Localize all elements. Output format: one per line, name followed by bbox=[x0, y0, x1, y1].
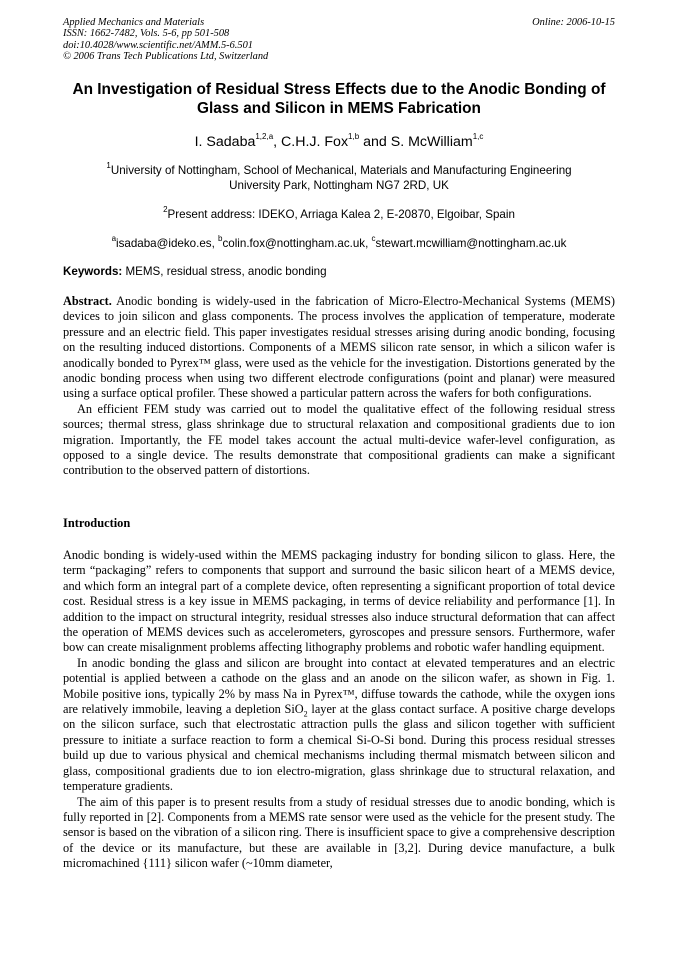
author-affiliation-mark: 1,b bbox=[348, 132, 360, 142]
abstract-paragraph-1 bbox=[63, 294, 615, 402]
email-link[interactable]: colin.fox@nottingham.ac.uk, bbox=[222, 237, 372, 250]
journal-name: Applied Mechanics and Materials bbox=[63, 17, 205, 28]
abstract-paragraph-2: An efficient FEM study was carried out to model the qualitative effect of the following residual stress sources; thermal stress, glass shrinkage due to structural relaxation and compositional gradients due to ion migration. Importantly, the FE model takes account the actual multi-device wafer-level configuration, as opposed to a single device. The results demonstrate that compositional gradients can make a significant contribution to the observed pattern of distortions. bbox=[63, 401, 615, 478]
author-list bbox=[40, 133, 638, 151]
author-name: and S. McWilliam bbox=[359, 134, 473, 150]
author-name: , C.H.J. Fox bbox=[273, 134, 349, 150]
introduction-heading: Introduction bbox=[63, 516, 131, 530]
online-date: Online: 2006-10-15 bbox=[532, 17, 615, 28]
keywords bbox=[63, 265, 615, 279]
affiliation-mark: 1 bbox=[106, 161, 111, 171]
author-name: I. Sadaba bbox=[194, 134, 256, 150]
issn-line: ISSN: 1662-7482, Vols. 5-6, pp 501-508 bbox=[63, 28, 230, 40]
affiliation-2 bbox=[40, 205, 638, 223]
journal-header bbox=[63, 17, 615, 63]
doi-line: doi:10.4028/www.scientific.net/AMM.5-6.501 bbox=[63, 39, 253, 51]
affiliation-text: Present address: IDEKO, Arriaga Kalea 2, E-20870, Elgoibar, Spain bbox=[167, 208, 515, 221]
affiliation-address: University Park, Nottingham NG7 2RD, UK bbox=[229, 178, 449, 192]
abstract-section bbox=[63, 294, 615, 479]
affiliation-text: University of Nottingham, School of Mechanical, Materials and Manufacturing Engineering bbox=[110, 164, 572, 177]
intro-paragraph-1: Anodic bonding is widely-used within the MEMS packaging industry for bonding silicon to glass. Here, the term “packaging” refers to components that support and surround the basic silicon heart of a MEMS device, and which form an integral part of a complete device, often representing a significant proportion of total device cost. Residual stress is a key issue in MEMS packaging, in terms of device reliability and performance [1]. In addition to the impact on structural integrity, residual stresses also induce structural deformation that can affect the operation of MEMS devices such as accelerometers, gyroscopes and pressure sensors. Furthermore, wafer bow can create misalignment problems affecting lithography problems and robotic wafer handling equipment. bbox=[63, 548, 615, 655]
intro-text: In anodic bonding the glass and silicon are brought into contact at elevated temperatures and an electric potential is applied between a cathode on the glass and an anode on the silicon wafer, as shown in Fig. 1. Mobile positive ions, typically 2% by mass Na in Pyrex™, diffuse towards the cathode, while the oxygen ions are relatively immobile, leaving a depletion SiO bbox=[63, 655, 615, 717]
author-affiliation-mark: 1,2,a bbox=[255, 132, 274, 142]
subscript: 2 bbox=[303, 709, 308, 719]
email-mark: b bbox=[218, 234, 223, 244]
author-affiliation-mark: 1,c bbox=[472, 132, 484, 142]
author-emails bbox=[40, 234, 638, 252]
keywords-text: MEMS, residual stress, anodic bonding bbox=[122, 265, 327, 278]
affiliation-1 bbox=[40, 161, 638, 194]
intro-paragraph-3: The aim of this paper is to present results from a study of residual stresses due to anodic bonding, which is fully reported in [2]. Components from a MEMS rate sensor were used as the vehicle for the present study. The sensor is based on the vibration of a silicon ring. There is insufficient space to give a comprehensive description of the device or its manufacture, but these are available in [3,2]. During device manufacture, a bulk micromachined {111} silicon wafer (~10mm diameter, bbox=[63, 794, 615, 871]
intro-text: layer at the glass contact surface. A positive charge develops on the silicon surface, such that electrostatic attraction pulls the glass and silicon together with sufficient pressure to initiate a surface reaction to form a chemical Si-O-Si bond. During this process residual stresses build up due to various physical and chemical mechanisms including thermal mismatch between silicon and glass, compositional gradients due to ion electro-migration, glass shrinkage due to structural relaxation, and temperature gradients. bbox=[63, 702, 615, 794]
introduction-section bbox=[63, 548, 615, 872]
title-line-1: An Investigation of Residual Stress Effects due to the Anodic Bonding of bbox=[72, 81, 606, 98]
email-link[interactable]: stewart.mcwilliam@nottingham.ac.uk bbox=[375, 237, 567, 250]
abstract-text: Anodic bonding is widely-used in the fabrication of Micro-Electro-Mechanical Systems (MEMS) devices to join silicon and glass components. The process involves the application of temperature, moderate pressure and an electric field. This paper investigates residual stresses arising during anodic bonding, focusing on the resulting induced distortions. Components of a MEMS silicon rate sensor, in which a silicon wafer is anodically bonded to Pyrex™ glass, were used as the vehicle for the investigation. Distortions generated by the anodic bonding process when using two different electrode configurations (point and planar) were measured using a surface optical profiler. These showed a particular pattern across the wafers for both configurations. bbox=[63, 294, 615, 401]
copyright-line: © 2006 Trans Tech Publications Ltd, Switzerland bbox=[63, 51, 269, 63]
affiliation-mark: 2 bbox=[163, 205, 168, 215]
keywords-label: Keywords: bbox=[63, 265, 123, 278]
paper-title bbox=[40, 80, 638, 118]
email-mark: a bbox=[111, 234, 117, 244]
email-mark: c bbox=[371, 234, 376, 244]
abstract-label: Abstract. bbox=[63, 294, 112, 308]
intro-paragraph-2 bbox=[63, 656, 615, 795]
title-line-2: Glass and Silicon in MEMS Fabrication bbox=[197, 100, 481, 117]
email-link[interactable]: isadaba@ideko.es, bbox=[116, 237, 219, 250]
